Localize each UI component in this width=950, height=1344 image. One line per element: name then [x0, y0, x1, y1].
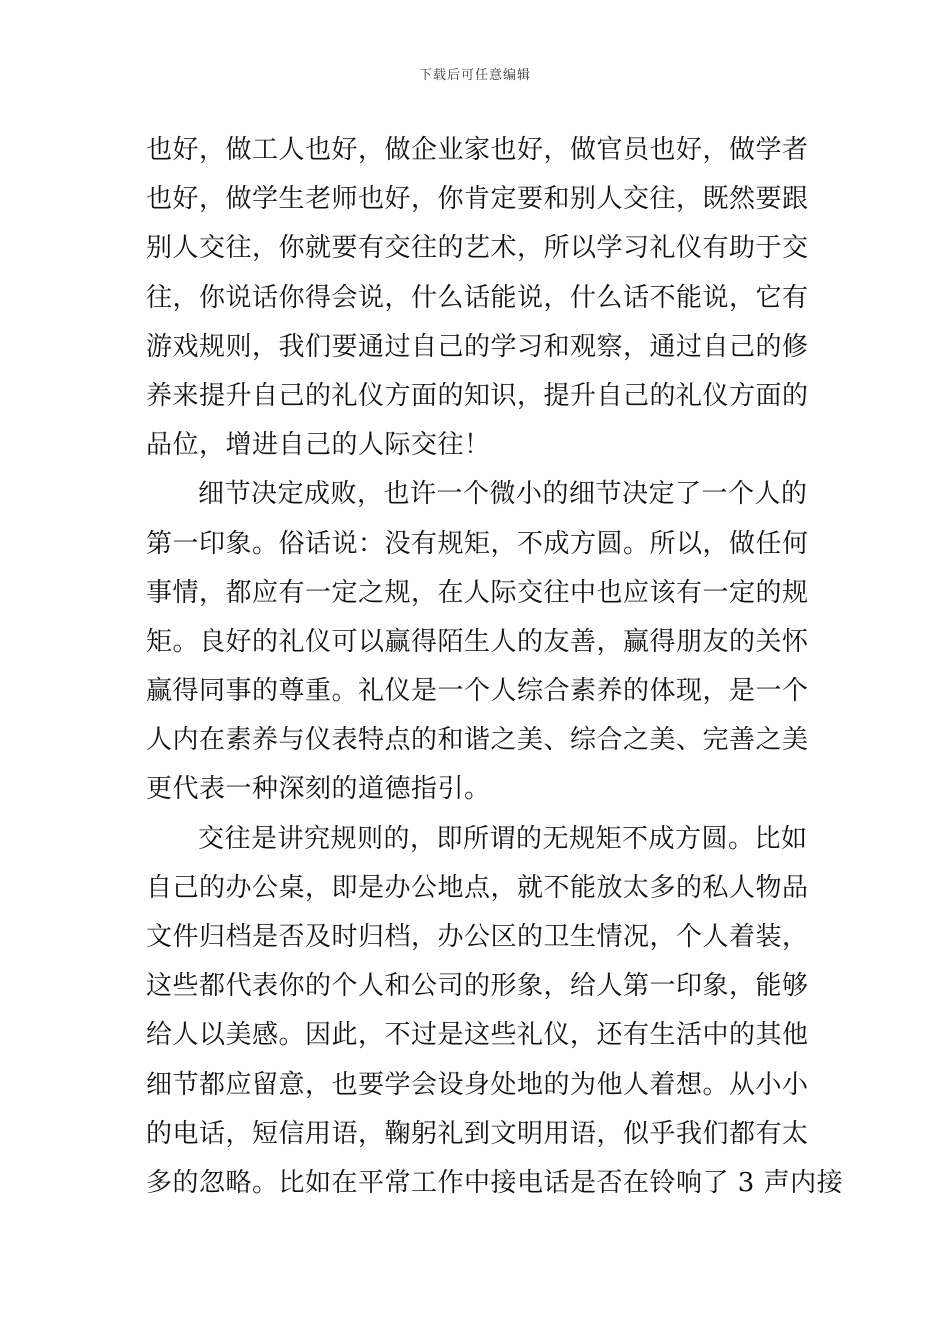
text-line: 细节都应留意，也要学会设身处地的为他人着想。从小小: [146, 1069, 809, 1100]
paragraph-start-line: 细节决定成败，也许一个微小的细节决定了一个人的: [198, 479, 808, 510]
text-line: 事情，都应有一定之规，在人际交往中也应该有一定的规: [146, 577, 809, 608]
text-line: 人内在素养与仪表特点的和谐之美、综合之美、完善之美: [146, 725, 809, 756]
text-line: 矩。良好的礼仪可以赢得陌生人的友善，赢得朋友的关怀: [146, 626, 809, 657]
text-line: 的电话，短信用语，鞠躬礼到文明用语，似乎我们都有太: [146, 1118, 809, 1149]
text-line: 品位，增进自己的人际交往！: [146, 430, 491, 461]
text-line: 给人以美感。因此，不过是这些礼仪，还有生活中的其他: [146, 1020, 809, 1051]
text-line: 别人交往，你就要有交往的艺术，所以学习礼仪有助于交: [146, 233, 809, 264]
text-line: 也好，做学生老师也好，你肯定要和别人交往，既然要跟: [146, 184, 809, 215]
text-line: 文件归档是否及时归档，办公区的卫生情况，个人着装，: [146, 922, 809, 952]
text-line: 更代表一种深刻的道德指引。: [146, 774, 491, 805]
paragraph-start-line: 交往是讲究规则的，即所谓的无规矩不成方圆。比如: [198, 823, 808, 854]
text-line: 这些都代表你的个人和公司的形象，给人第一印象，能够: [146, 971, 809, 1002]
text-line: 自己的办公桌，即是办公地点，就不能放太多的私人物品: [146, 872, 809, 903]
text-line: 养来提升自己的礼仪方面的知识，提升自己的礼仪方面的: [146, 380, 809, 411]
text-line: 赢得同事的尊重。礼仪是一个人综合素养的体现，是一个: [146, 676, 809, 707]
text-line: 游戏规则，我们要通过自己的学习和观察，通过自己的修: [146, 331, 809, 362]
document-body: [146, 126, 844, 1208]
text-line: 往，你说话你得会说，什么话能说，什么话不能说，它有: [146, 282, 809, 313]
text-line: 多的忽略。比如在平常工作中接电话是否在铃响了 3 声内接: [146, 1167, 844, 1198]
text-line: 也好，做工人也好，做企业家也好，做官员也好，做学者: [146, 135, 809, 165]
page-header: 下载后可任意编辑: [418, 68, 531, 83]
text-line: 第一印象。俗话说：没有规矩，不成方圆。所以，做任何: [146, 528, 809, 559]
